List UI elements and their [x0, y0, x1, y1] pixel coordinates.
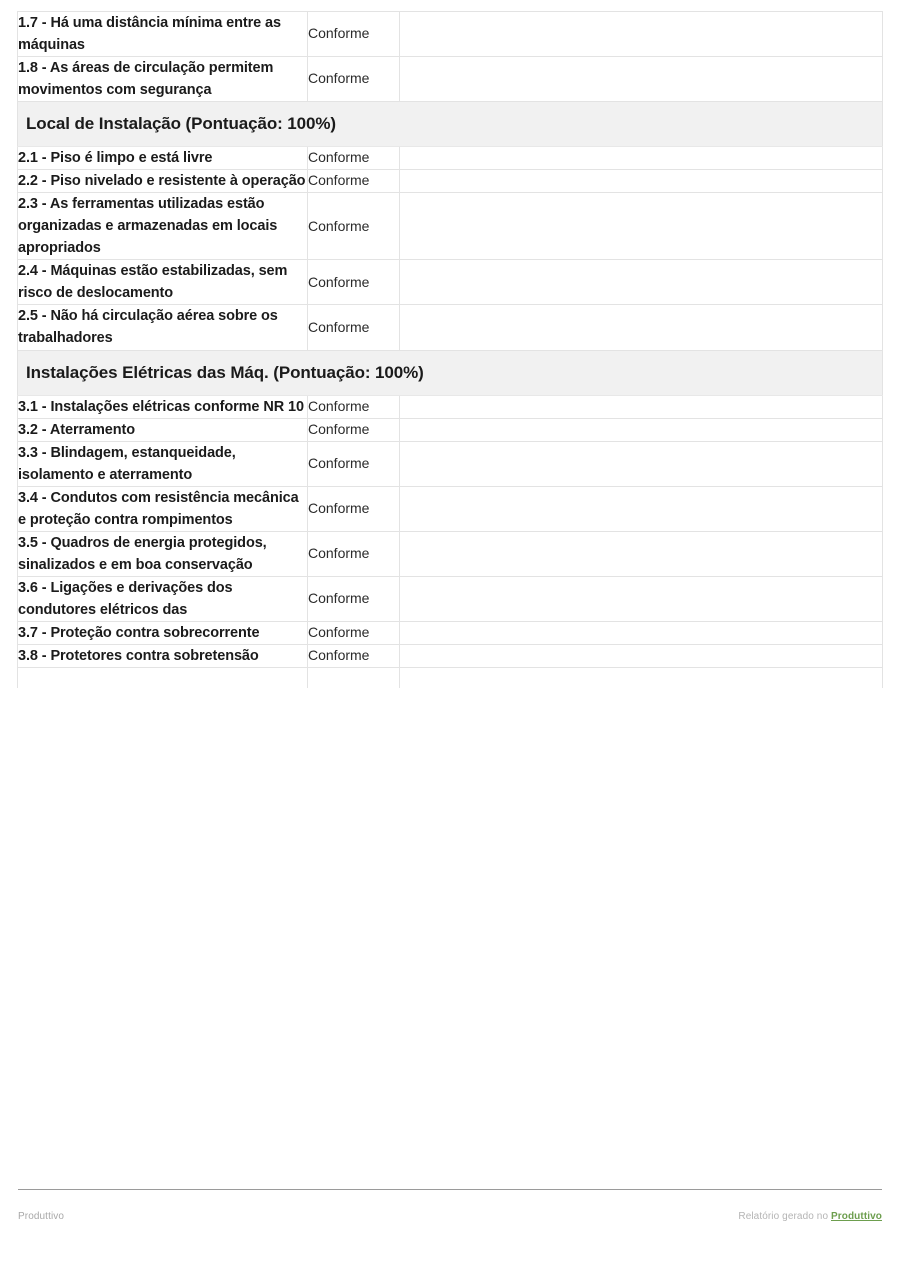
- checklist-item-response: Conforme: [308, 486, 400, 531]
- table-row: [18, 644, 883, 667]
- checklist-item-response: Conforme: [308, 305, 400, 350]
- checklist-item-response: Conforme: [308, 531, 400, 576]
- checklist-item-observation: [400, 305, 883, 350]
- footer-divider: [18, 1189, 882, 1190]
- partial-cell-0: [18, 667, 308, 688]
- checklist-item-label: 1.8 - As áreas de circulação permitem movimentos com segurança: [18, 57, 308, 102]
- checklist-item-response: Conforme: [308, 147, 400, 170]
- checklist-item-label: 2.2 - Piso nivelado e resistente à operação: [18, 170, 308, 193]
- table-row: [18, 395, 883, 418]
- checklist-item-label: 3.8 - Protetores contra sobretensão: [18, 644, 308, 667]
- checklist-item-observation: [400, 193, 883, 260]
- checklist-item-observation: [400, 260, 883, 305]
- checklist-item-observation: [400, 486, 883, 531]
- checklist-item-observation: [400, 644, 883, 667]
- checklist-item-response: Conforme: [308, 576, 400, 621]
- checklist-item-observation: [400, 418, 883, 441]
- checklist-table-wrapper: [17, 11, 882, 688]
- checklist-item-observation: [400, 531, 883, 576]
- checklist-item-observation: [400, 621, 883, 644]
- checklist-item-response: Conforme: [308, 395, 400, 418]
- section-header-cell: [18, 350, 883, 395]
- checklist-item-label: 2.4 - Máquinas estão estabilizadas, sem risco de deslocamento: [18, 260, 308, 305]
- footer-generated-by: [738, 1211, 882, 1222]
- checklist-item-label: 3.1 - Instalações elétricas conforme NR 10: [18, 395, 308, 418]
- section-header-cell: [18, 102, 883, 147]
- table-row: [18, 260, 883, 305]
- checklist-item-observation: [400, 441, 883, 486]
- table-row: [18, 305, 883, 350]
- checklist-item-label: 3.7 - Proteção contra sobrecorrente: [18, 621, 308, 644]
- table-row: [18, 531, 883, 576]
- table-row: [18, 193, 883, 260]
- checklist-item-observation: [400, 395, 883, 418]
- table-row: [18, 441, 883, 486]
- checklist-body: [18, 12, 883, 688]
- section-title: Instalações Elétricas das Máq. (Pontuação: 100%): [26, 362, 424, 382]
- footer-produttivo-link[interactable]: Produttivo: [831, 1211, 882, 1222]
- footer-brand: Produttivo: [18, 1211, 65, 1222]
- checklist-item-response: Conforme: [308, 644, 400, 667]
- checklist-item-label: 2.3 - As ferramentas utilizadas estão organizadas e armazenadas em locais apropriados: [18, 193, 308, 260]
- checklist-item-observation: [400, 576, 883, 621]
- checklist-item-response: Conforme: [308, 193, 400, 260]
- table-row: [18, 621, 883, 644]
- checklist-item-label: 3.4 - Condutos com resistência mecânica e proteção contra rompimentos: [18, 486, 308, 531]
- partial-cell-1: [308, 667, 400, 688]
- checklist-item-response: Conforme: [308, 260, 400, 305]
- checklist-item-response: Conforme: [308, 170, 400, 193]
- checklist-item-response: Conforme: [308, 57, 400, 102]
- checklist-item-response: Conforme: [308, 621, 400, 644]
- checklist-item-response: Conforme: [308, 418, 400, 441]
- checklist-item-label: 3.5 - Quadros de energia protegidos, sinalizados e em boa conservação: [18, 531, 308, 576]
- table-row: [18, 486, 883, 531]
- checklist-item-response: Conforme: [308, 441, 400, 486]
- checklist-item-label: 3.2 - Aterramento: [18, 418, 308, 441]
- footer-generated-prefix: Relatório gerado no: [738, 1211, 831, 1222]
- partial-cell-2: [400, 667, 883, 688]
- checklist-item-label: 3.3 - Blindagem, estanqueidade, isolamento e aterramento: [18, 441, 308, 486]
- page-footer: [18, 1211, 882, 1222]
- checklist-section-header: [18, 350, 883, 395]
- table-row: [18, 418, 883, 441]
- checklist-item-response: Conforme: [308, 12, 400, 57]
- checklist-table: [17, 11, 883, 688]
- checklist-item-label: 2.5 - Não há circulação aérea sobre os trabalhadores: [18, 305, 308, 350]
- checklist-partial-row: [18, 667, 883, 688]
- table-row: [18, 12, 883, 57]
- checklist-item-label: 2.1 - Piso é limpo e está livre: [18, 147, 308, 170]
- checklist-item-label: 1.7 - Há uma distância mínima entre as máquinas: [18, 12, 308, 57]
- table-row: [18, 57, 883, 102]
- checklist-item-label: 3.6 - Ligações e derivações dos condutores elétricos das: [18, 576, 308, 621]
- checklist-item-observation: [400, 170, 883, 193]
- checklist-section-header: [18, 102, 883, 147]
- section-title: Local de Instalação (Pontuação: 100%): [26, 114, 336, 134]
- checklist-item-observation: [400, 57, 883, 102]
- checklist-item-observation: [400, 147, 883, 170]
- checklist-item-observation: [400, 12, 883, 57]
- table-row: [18, 170, 883, 193]
- table-row: [18, 576, 883, 621]
- table-row: [18, 147, 883, 170]
